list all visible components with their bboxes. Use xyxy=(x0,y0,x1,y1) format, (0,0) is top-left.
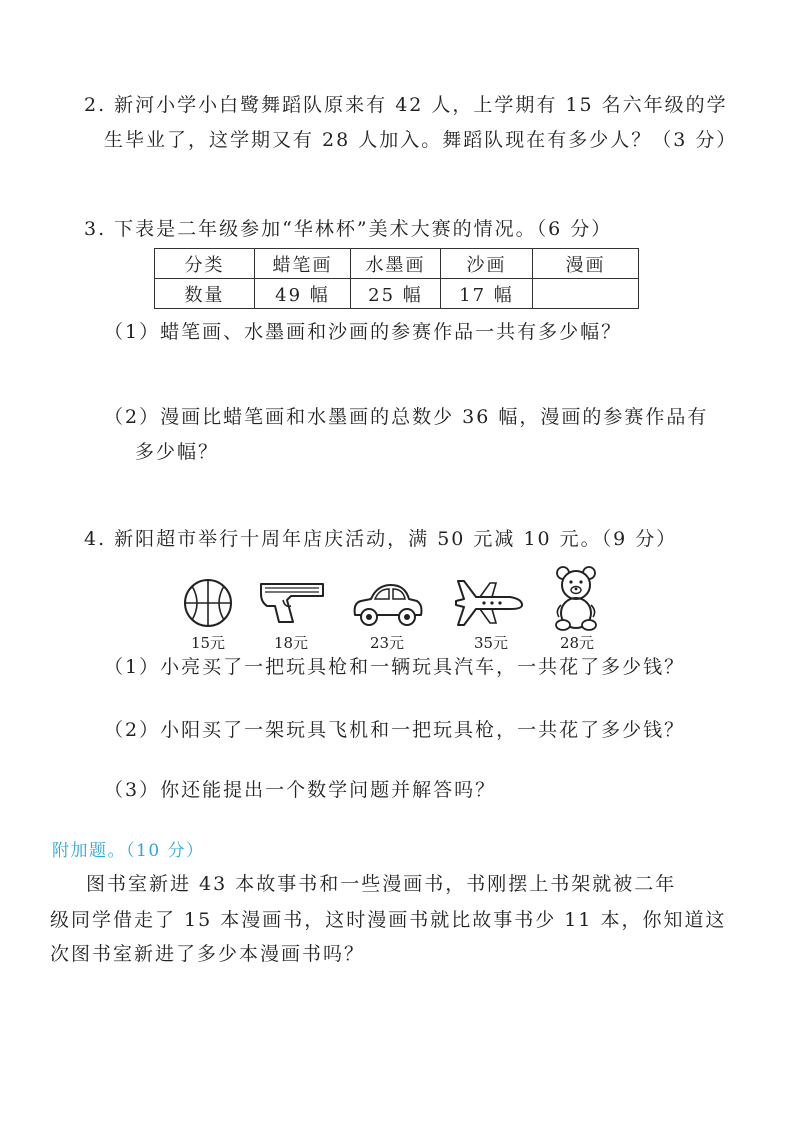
toy-airplane-price: 35元 xyxy=(473,634,509,652)
table-cell: 漫画 xyxy=(533,249,639,279)
toy-car-price: 23元 xyxy=(369,634,405,652)
q3-sub1: （1）蜡笔画、水墨画和沙画的参赛作品一共有多少幅？ xyxy=(104,321,623,343)
table-cell: 分类 xyxy=(155,249,255,279)
bonus-line2: 级同学借走了 15 本漫画书，这时漫画书就比故事书少 11 本，你知道这 xyxy=(50,909,727,931)
bonus-line1: 图书室新进 43 本故事书和一些漫画书，书刚摆上书架就被二年 xyxy=(86,873,677,895)
q3-title: 3. 下表是二年级参加“华林杯”美术大赛的情况。（6 分） xyxy=(84,218,613,240)
teddy-bear-price: 28元 xyxy=(559,634,595,652)
q3-sub2-line2: 多少幅？ xyxy=(135,441,220,463)
teddy-bear-icon xyxy=(551,563,601,633)
table-row xyxy=(155,279,639,309)
table-cell: 25 幅 xyxy=(351,279,441,309)
art-contest-table xyxy=(154,248,639,309)
table-cell: 17 幅 xyxy=(441,279,533,309)
table-cell: 沙画 xyxy=(441,249,533,279)
toy-airplane-icon xyxy=(450,575,526,631)
table-cell: 49 幅 xyxy=(255,279,351,309)
table-cell: 水墨画 xyxy=(351,249,441,279)
q4-sub2: （2）小阳买了一架玩具飞机和一把玩具枪，一共花了多少钱？ xyxy=(104,719,686,741)
q3-sub2-line1: （2）漫画比蜡笔画和水墨画的总数少 36 幅，漫画的参赛作品有 xyxy=(104,406,709,428)
q4-sub1: （1）小亮买了一把玩具枪和一辆玩具汽车，一共花了多少钱？ xyxy=(104,656,686,678)
table-cell: 蜡笔画 xyxy=(255,249,351,279)
bonus-heading: 附加题。（10 分） xyxy=(52,841,205,861)
table-cell xyxy=(533,279,639,309)
toy-car-icon xyxy=(349,577,425,631)
toy-gun-icon xyxy=(257,578,329,628)
table-cell: 数量 xyxy=(155,279,255,309)
toy-gun-price: 18元 xyxy=(273,634,309,652)
bonus-line3: 次图书室新进了多少本漫画书吗？ xyxy=(50,943,366,965)
table-header-row xyxy=(155,249,639,279)
q4-title: 4. 新阳超市举行十周年店庆活动，满 50 元减 10 元。（9 分） xyxy=(84,528,678,550)
q2-line2: 生毕业了，这学期又有 28 人加入。舞蹈队现在有多少人？（3 分） xyxy=(104,129,738,151)
q2-line1: 2. 新河小学小白鹭舞蹈队原来有 42 人，上学期有 15 名六年级的学 xyxy=(84,94,728,116)
basketball-price: 15元 xyxy=(190,634,226,652)
basketball-icon xyxy=(180,577,236,629)
q4-sub3: （3）你还能提出一个数学问题并解答吗？ xyxy=(104,779,497,801)
